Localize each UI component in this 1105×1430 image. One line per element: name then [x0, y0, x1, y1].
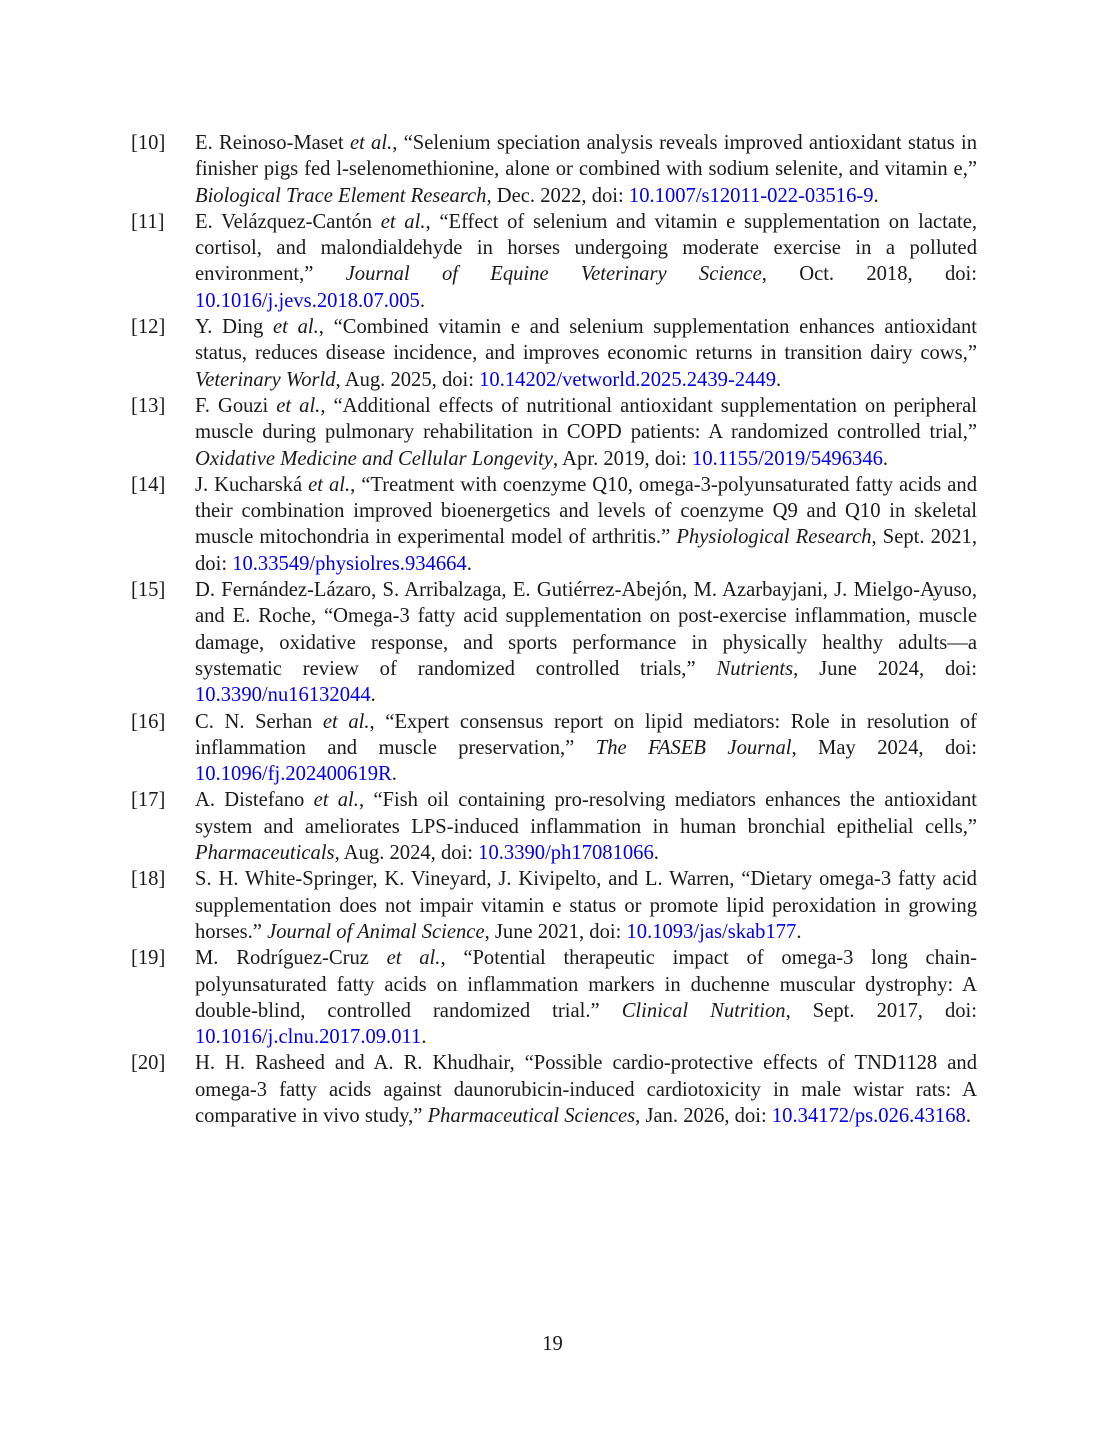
reference-venue: Journal of Animal Science — [267, 920, 485, 943]
reference-title: , “Omega-3 fatty acid supplementation on post-exercise inflammation, muscle damage, oxidative response, and sports performance in physically healthy adults—a systematic review of randomized controlled trials,” — [195, 605, 977, 680]
reference-entry — [131, 209, 977, 314]
reference-number: [15] — [131, 579, 166, 602]
reference-entry — [131, 472, 977, 577]
reference-authors: H. H. Rasheed and A. R. Khudhair — [195, 1052, 510, 1075]
reference-title: , “Treatment with coenzyme Q10, omega-3-polyunsaturated fatty acids and their combination improved bioenergetics and levels of coenzyme Q9 and Q10 in skeletal muscle mitochondria in experimental model of arthritis.” — [195, 473, 977, 549]
reference-entry — [131, 945, 977, 1050]
reference-date: , Oct. 2018, doi: — [761, 263, 977, 286]
reference-authors: M. Rodríguez-Cruz — [195, 947, 387, 970]
et-al: et al. — [276, 394, 321, 417]
reference-authors: F. Gouzi — [195, 394, 277, 417]
period: . — [370, 684, 376, 707]
reference-title: , “Effect of selenium and vitamin e supplementation on lactate, cortisol, and malondialdehyde in horses undergoing moderate exercise in a polluted environment,” — [195, 210, 977, 286]
reference-venue: Biological Trace Element Research — [195, 184, 487, 207]
et-al: et al. — [308, 473, 351, 496]
page-number: 19 — [542, 1333, 563, 1355]
period: . — [873, 184, 879, 207]
reference-number: [19] — [131, 947, 166, 970]
reference-title: , “Expert consensus report on lipid mediators: Role in resolution of inflammation and muscle preservation,” — [195, 710, 977, 759]
reference-authors: E. Reinoso-Maset — [195, 132, 350, 154]
doi-link[interactable]: 10.34172/ps.026.43168 — [771, 1104, 966, 1127]
period: . — [796, 920, 802, 943]
reference-date: , Apr. 2019, doi: — [553, 447, 693, 470]
reference-title: , “Selenium speciation analysis reveals improved antioxidant status in finisher pigs fed l-selenomethionine, alone or combined with sodium selenite, and vitamin e,” — [195, 132, 978, 181]
reference-number: [16] — [131, 710, 166, 733]
period: . — [653, 842, 659, 865]
reference-venue: Physiological Research — [676, 526, 872, 549]
period: . — [776, 368, 782, 391]
reference-number: [12] — [131, 316, 166, 339]
period: . — [882, 447, 889, 470]
reference-date: , June 2021, doi: — [484, 920, 627, 943]
doi-link[interactable]: 10.14202/vetworld.2025.2439-2449 — [479, 368, 776, 391]
reference-title: , “Possible cardio-protective effects of TND1128 and omega-3 fatty acids against daunorubicin-induced cardiotoxicity in male wistar rats: A comparative in vivo study,” — [195, 1052, 977, 1127]
reference-venue: Clinical Nutrition — [621, 999, 786, 1022]
reference-authors: Y. Ding — [195, 316, 273, 339]
period: . — [421, 1026, 427, 1049]
reference-authors: J. Kucharská — [195, 473, 309, 496]
reference-authors: A. Distefano — [195, 789, 314, 812]
reference-entry — [131, 709, 977, 788]
reference-number: [11] — [131, 210, 165, 233]
reference-venue: Journal of Equine Veterinary Science — [345, 263, 762, 286]
reference-number: [10] — [131, 132, 166, 154]
reference-title: , “Combined vitamin e and selenium supplementation enhances antioxidant status, reduces disease incidence, and improves economic returns in transition dairy cows,” — [195, 316, 977, 365]
reference-date: , Aug. 2024, doi: — [334, 842, 479, 865]
reference-venue: Nutrients — [716, 657, 794, 680]
reference-authors: S. H. White-Springer, K. Vineyard, J. Kivipelto, and L. Warren — [195, 868, 730, 891]
et-al: et al. — [322, 710, 370, 733]
reference-venue: Pharmaceuticals — [195, 842, 335, 865]
doi-link[interactable]: 10.1016/j.jevs.2018.07.005 — [195, 289, 420, 312]
reference-date: , Sept. 2021, doi: — [195, 526, 977, 575]
period: . — [419, 289, 425, 312]
reference-number: [18] — [131, 868, 166, 891]
reference-title: , “Fish oil containing pro-resolving mediators enhances the antioxidant system and ameliorates LPS-induced inflammation in human bronchial epithelial cells,” — [195, 789, 977, 838]
reference-number: [17] — [131, 789, 166, 812]
reference-venue: The FASEB Journal — [595, 736, 792, 759]
doi-link[interactable]: 10.1093/jas/skab177 — [626, 920, 797, 943]
reference-number: [13] — [131, 394, 166, 417]
reference-entry — [131, 130, 977, 209]
reference-authors: C. N. Serhan — [195, 710, 323, 733]
et-al: et al. — [273, 316, 319, 339]
reference-date: , Dec. 2022, doi: — [486, 184, 629, 207]
reference-venue: Pharmaceutical Sciences — [427, 1104, 636, 1127]
reference-entry — [131, 787, 977, 866]
doi-link[interactable]: 10.1007/s12011-022-03516-9 — [628, 184, 874, 207]
doi-link[interactable]: 10.1016/j.clnu.2017.09.011 — [195, 1026, 422, 1049]
reference-list — [131, 130, 977, 1129]
et-al: et al. — [380, 210, 426, 233]
et-al: et al. — [386, 947, 441, 970]
reference-venue: Veterinary World — [195, 368, 336, 391]
reference-entry — [131, 1050, 977, 1129]
doi-link[interactable]: 10.33549/physiolres.934664 — [232, 552, 467, 575]
reference-authors: E. Velázquez-Cantón — [195, 210, 381, 233]
reference-title: , “Dietary omega-3 fatty acid supplementation does not impair vitamin e status or promote lipid peroxidation in growing horses.” — [195, 868, 977, 943]
reference-entry — [131, 577, 977, 708]
reference-date: , Aug. 2025, doi: — [335, 368, 480, 391]
reference-number: [20] — [131, 1052, 166, 1075]
reference-date: , June 2024, doi: — [793, 657, 978, 680]
reference-entry — [131, 866, 977, 945]
reference-date: , May 2024, doi: — [791, 736, 978, 759]
reference-title: , “Potential therapeutic impact of omega-3 long chain-polyunsaturated fatty acids on inflammation markers in duchenne muscular dystrophy: A double-blind, controlled randomized trial.” — [195, 947, 977, 1022]
reference-entry — [131, 314, 977, 393]
doi-link[interactable]: 10.3390/ph17081066 — [478, 842, 654, 865]
period: . — [965, 1104, 971, 1127]
reference-venue: Oxidative Medicine and Cellular Longevity — [195, 447, 554, 470]
period: . — [466, 552, 472, 575]
period: . — [391, 763, 397, 786]
reference-number: [14] — [131, 473, 166, 496]
et-al: et al. — [313, 789, 359, 812]
reference-date: , Sept. 2017, doi: — [785, 999, 977, 1022]
doi-link[interactable]: 10.1155/2019/5496346 — [692, 447, 883, 470]
reference-date: , Jan. 2026, doi: — [635, 1104, 772, 1127]
doi-link[interactable]: 10.1096/fj.202400619R — [195, 763, 392, 786]
reference-title: , “Additional effects of nutritional antioxidant supplementation on peripheral muscle during pulmonary rehabilitation in COPD patients: A randomized controlled trial,” — [195, 394, 977, 444]
doi-link[interactable]: 10.3390/nu16132044 — [195, 684, 371, 707]
et-al: et al. — [349, 132, 393, 154]
reference-entry — [131, 393, 977, 472]
reference-authors: D. Fernández-Lázaro, S. Arribalzaga, E. Gutiérrez-Abejón, M. Azarbayjani, J. Mielgo-Ayuso, and E. Roche — [195, 579, 977, 628]
